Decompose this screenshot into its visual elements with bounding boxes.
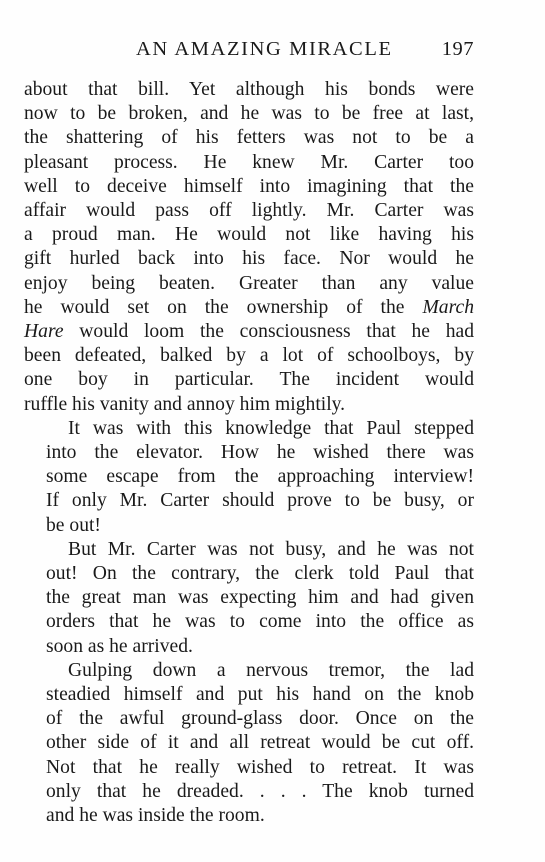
italic-title-word: Hare <box>24 321 64 343</box>
text-line: the shattering of his fetters was not to be a <box>24 127 474 149</box>
text-line: pleasant process. He knew Mr. Carter too <box>24 151 474 173</box>
paragraph-4 <box>24 659 474 828</box>
text-line: now to be broken, and he was to be free at last, <box>24 103 474 125</box>
text-line-with-italic <box>24 320 474 344</box>
running-title: AN AMAZING MIRACLE <box>136 38 393 60</box>
text-line: been defeated, balked by a lot of schoolboys, by <box>24 345 474 367</box>
text-line: affair would pass off lightly. Mr. Carter was <box>24 200 474 222</box>
text-line: one boy in particular. The incident would <box>24 369 474 391</box>
text-line: ruffle his vanity and annoy him mightily. <box>24 393 346 415</box>
text-line: It was with this knowledge that Paul stepped <box>68 417 474 439</box>
body-text <box>24 78 474 828</box>
text-line: orders that he was to come into the office as <box>46 611 474 633</box>
paragraph-2 <box>24 417 474 538</box>
page-number: 197 <box>441 38 474 60</box>
text-line: out! On the contrary, the clerk told Paul that <box>46 563 474 585</box>
text-line: gift hurled back into his face. Nor would he <box>24 248 474 270</box>
paragraph-1 <box>24 78 474 417</box>
text-line: the great man was expecting him and had given <box>46 587 474 609</box>
text-line: be out! <box>46 514 101 536</box>
italic-title-word: March <box>422 296 474 318</box>
text-line: about that bill. Yet although his bonds were <box>24 79 474 100</box>
paragraph-3 <box>24 538 474 659</box>
running-head <box>24 38 474 66</box>
text-line: into the elevator. How he wished there was <box>46 442 474 464</box>
text-line-with-italic <box>24 296 474 320</box>
text-line: some escape from the approaching interview! <box>46 466 474 488</box>
text-line: a proud man. He would not like having his <box>24 224 474 246</box>
text-line: Not that he really wished to retreat. It was <box>46 756 474 778</box>
text-line: If only Mr. Carter should prove to be busy, or <box>46 490 474 512</box>
text-line: only that he dreaded. . . . The knob turned <box>46 780 474 802</box>
text-line: well to deceive himself into imagining that the <box>24 175 474 197</box>
text-line: steadied himself and put his hand on the knob <box>46 684 474 706</box>
text-fragment: he would set on the ownership of the <box>24 296 405 318</box>
text-line: But Mr. Carter was not busy, and he was not <box>68 538 474 560</box>
text-line: and he was inside the room. <box>46 805 265 827</box>
text-line: soon as he arrived. <box>46 635 193 657</box>
text-line: other side of it and all retreat would be cut off. <box>46 732 474 754</box>
text-line: enjoy being beaten. Greater than any value <box>24 272 474 294</box>
text-fragment: would loom the consciousness that he had <box>79 321 474 343</box>
text-line: Gulping down a nervous tremor, the lad <box>68 659 474 681</box>
text-line: of the awful ground-glass door. Once on the <box>46 708 474 730</box>
